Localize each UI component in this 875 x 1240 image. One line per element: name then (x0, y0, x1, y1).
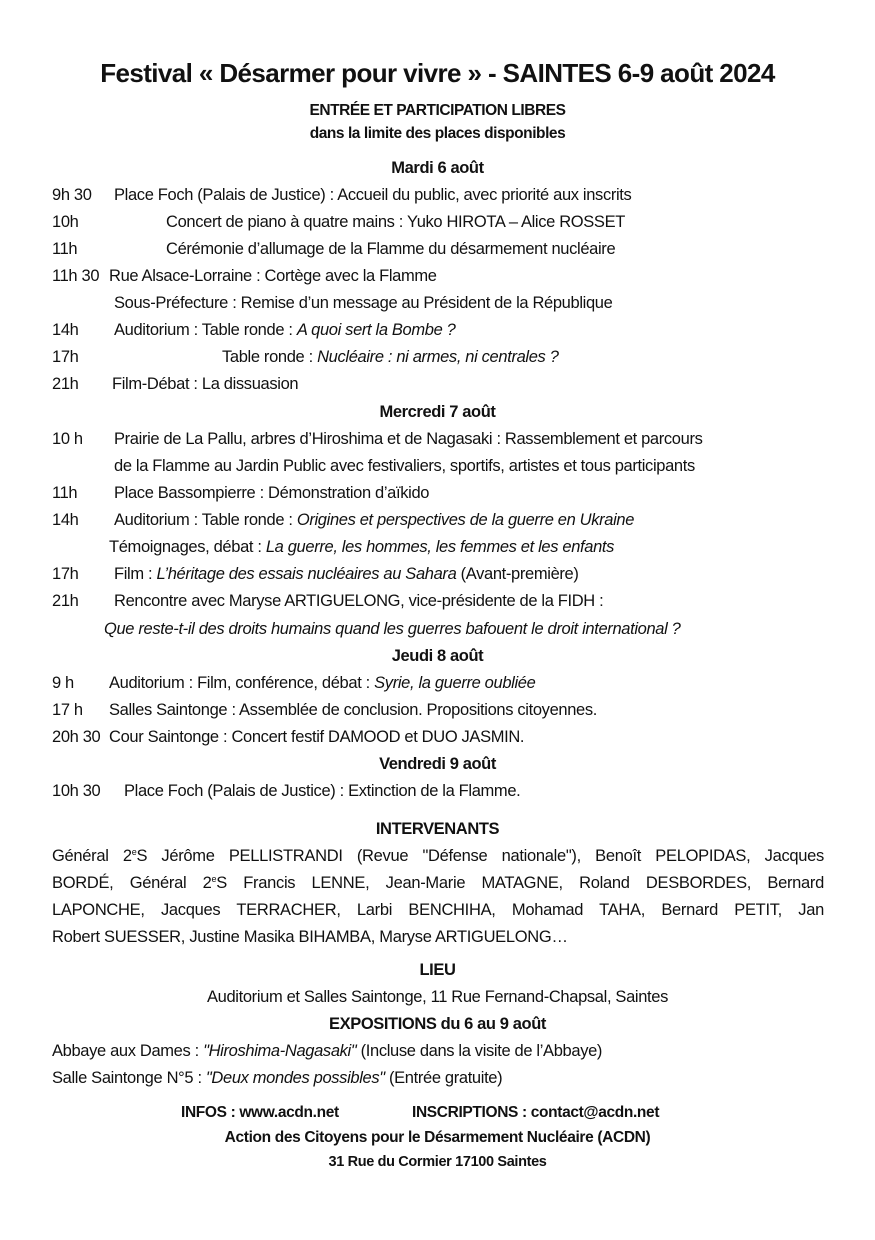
event-text: Concert de piano à quatre mains : Yuko HIROTA – Alice ROSSET (166, 213, 625, 231)
event-text: Auditorium : Table ronde : (114, 321, 297, 339)
capacity-notice: dans la limite des places disponibles (309, 125, 566, 142)
event-topic: La guerre, les hommes, les femmes et les enfants (265, 538, 615, 556)
website-link[interactable]: www.acdn.net (239, 1104, 339, 1121)
event-topic: Origines et perspectives de la guerre en Ukraine (296, 511, 635, 529)
exhibition-title: "Deux mondes possibles" (205, 1069, 385, 1087)
event-row (52, 211, 832, 233)
event-text: Auditorium : Film, conférence, débat : (109, 674, 375, 692)
event-text: Film-Débat : La dissuasion (112, 375, 299, 393)
event-text: Auditorium : Table ronde : (114, 511, 297, 529)
event-note: (Avant-première) (456, 565, 579, 583)
event-time: 17 h (52, 701, 83, 719)
event-row (52, 536, 832, 558)
venue-address: Auditorium et Salles Saintonge, 11 Rue Fernand-Chapsal, Saintes (206, 988, 668, 1006)
exhibition-title: "Hiroshima-Nagasaki" (203, 1042, 357, 1060)
event-row (52, 590, 832, 612)
exhibition-place: Salle Saintonge N°5 : (52, 1069, 206, 1087)
day-heading-friday: Vendredi 9 août (379, 755, 496, 773)
exhibition-item (52, 1067, 502, 1089)
event-row (52, 292, 832, 314)
page-title: Festival « Désarmer pour vivre » - SAINTES 6-9 août 2024 (100, 58, 775, 88)
free-entry-notice: ENTRÉE ET PARTICIPATION LIBRES (309, 102, 566, 119)
event-topic: Que reste-t-il des droits humains quand les guerres bafouent le droit international ? (104, 620, 681, 638)
day-heading-wednesday: Mercredi 7 août (379, 403, 496, 421)
event-text: Rue Alsace-Lorraine : Cortège avec la Flamme (109, 267, 437, 285)
speakers-line (52, 870, 824, 897)
organization-address: 31 Rue du Cormier 17100 Saintes (328, 1154, 547, 1170)
exhibitions-heading: EXPOSITIONS du 6 au 9 août (329, 1015, 546, 1033)
event-time: 10h 30 (52, 782, 101, 800)
speakers-line: LAPONCHE, Jacques TERRACHER, Larbi BENCHIHA, Mohamad TAHA, Bernard PETIT, Jan (52, 901, 824, 919)
event-row (52, 482, 832, 504)
event-time: 17h (52, 348, 79, 366)
infos-line (181, 1102, 339, 1124)
speakers-text: S Jérôme PELLISTRANDI (Revue "Défense nationale"), Benoît PELOPIDAS, Jacques (136, 847, 824, 865)
infos-label: INFOS : (181, 1104, 240, 1121)
event-text: Place Bassompierre : Démonstration d’aïkido (114, 484, 430, 502)
event-topic: A quoi sert la Bombe ? (296, 321, 456, 339)
event-text: Place Foch (Palais de Justice) : Extinction de la Flamme. (124, 782, 521, 800)
event-text: Prairie de La Pallu, arbres d’Hiroshima et de Nagasaki : Rassemblement et parcours (114, 430, 703, 448)
event-text: Place Foch (Palais de Justice) : Accueil du public, avec priorité aux inscrits (114, 186, 632, 204)
event-time: 21h (52, 592, 79, 610)
event-text: Sous-Préfecture : Remise d’un message au Président de la République (114, 294, 613, 312)
event-row (52, 319, 832, 341)
venue-heading: LIEU (419, 961, 456, 979)
day-heading-tuesday: Mardi 6 août (391, 159, 484, 177)
event-row (52, 346, 832, 368)
event-text: Rencontre avec Maryse ARTIGUELONG, vice-présidente de la FIDH : (114, 592, 604, 610)
event-time: 10 h (52, 430, 83, 448)
event-time: 21h (52, 375, 79, 393)
speakers-text: Général 2 (52, 847, 132, 865)
exhibition-note: (Incluse dans la visite de l’Abbaye) (356, 1042, 603, 1060)
exhibition-place: Abbaye aux Dames : (52, 1042, 204, 1060)
event-topic: L’héritage des essais nucléaires au Sahara (156, 565, 457, 583)
event-topic: Nucléaire : ni armes, ni centrales ? (317, 348, 559, 366)
event-time: 11h (52, 240, 78, 258)
event-row (52, 373, 832, 395)
event-time: 14h (52, 511, 79, 529)
superscript: e (211, 874, 217, 884)
inscriptions-line (412, 1102, 659, 1124)
day-heading-thursday: Jeudi 8 août (391, 647, 484, 665)
speakers-line (52, 843, 824, 870)
event-row (52, 672, 832, 694)
superscript: e (131, 847, 137, 857)
exhibition-note: (Entrée gratuite) (384, 1069, 503, 1087)
event-text: Cérémonie d’allumage de la Flamme du désarmement nucléaire (166, 240, 616, 258)
event-time: 10h (52, 213, 79, 231)
event-row (52, 428, 832, 450)
event-time: 11h 30 (52, 267, 100, 285)
event-row (52, 726, 832, 748)
event-row (52, 618, 832, 640)
inscriptions-label: INSCRIPTIONS : (412, 1104, 531, 1121)
event-text: Cour Saintonge : Concert festif DAMOOD et DUO JASMIN. (109, 728, 525, 746)
speakers-text: BORDÉ, Général 2 (52, 874, 212, 892)
organization-name: Action des Citoyens pour le Désarmement Nucléaire (ACDN) (224, 1129, 651, 1146)
speakers-line: Robert SUESSER, Justine Masika BIHAMBA, Maryse ARTIGUELONG… (52, 928, 568, 946)
event-row (52, 238, 832, 260)
event-text: Salles Saintonge : Assemblée de conclusion. Propositions citoyennes. (109, 701, 598, 719)
event-text: Film : (114, 565, 157, 583)
event-row (52, 455, 832, 477)
speakers-heading: INTERVENANTS (375, 820, 500, 838)
event-row (52, 780, 832, 802)
event-text: de la Flamme au Jardin Public avec festivaliers, sportifs, artistes et tous participants (114, 457, 695, 475)
event-topic: Syrie, la guerre oubliée (374, 674, 536, 692)
event-row (52, 509, 832, 531)
exhibition-item (52, 1040, 602, 1062)
event-time: 9 h (52, 674, 74, 692)
event-time: 20h 30 (52, 728, 101, 746)
speakers-text: S Francis LENNE, Jean-Marie MATAGNE, Roland DESBORDES, Bernard (216, 874, 824, 892)
event-time: 17h (52, 565, 79, 583)
email-link[interactable]: contact@acdn.net (530, 1104, 660, 1121)
event-row (52, 184, 832, 206)
event-time: 11h (52, 484, 78, 502)
event-time: 9h 30 (52, 186, 92, 204)
event-text: Table ronde : (222, 348, 318, 366)
event-row (52, 563, 832, 585)
event-row (52, 265, 832, 287)
event-time: 14h (52, 321, 79, 339)
event-row (52, 699, 832, 721)
event-text: Témoignages, débat : (109, 538, 266, 556)
